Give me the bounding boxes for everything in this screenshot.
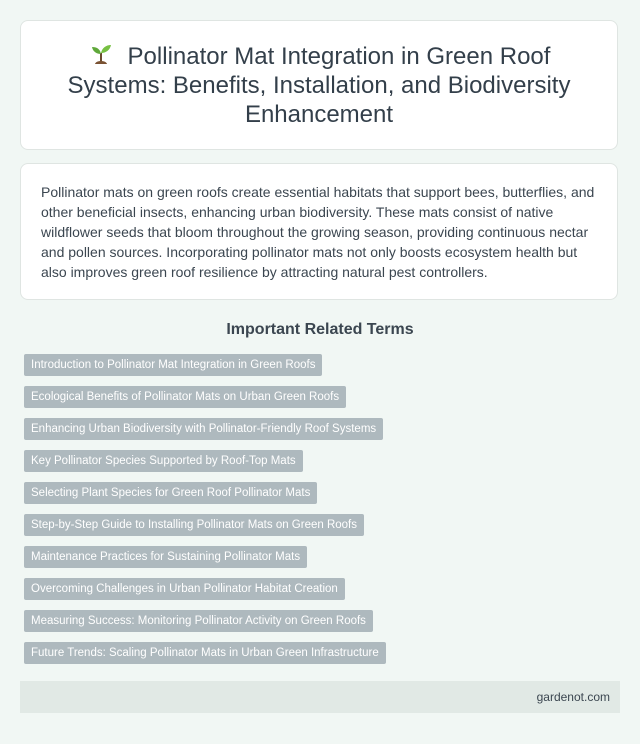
related-term-tag[interactable]: Overcoming Challenges in Urban Pollinator Habitat Creation (24, 578, 345, 600)
related-terms-heading: Important Related Terms (226, 321, 414, 338)
title-card (20, 20, 618, 150)
related-term-tag[interactable]: Introduction to Pollinator Mat Integration in Green Roofs (24, 354, 322, 376)
related-term-tag[interactable]: Measuring Success: Monitoring Pollinator Activity on Green Roofs (24, 610, 373, 632)
footer (20, 681, 620, 713)
related-term-tag[interactable]: Enhancing Urban Biodiversity with Pollinator-Friendly Roof Systems (24, 418, 383, 440)
page-title (45, 42, 593, 129)
intro-card (20, 163, 618, 300)
related-term-tag[interactable]: Ecological Benefits of Pollinator Mats on Urban Green Roofs (24, 386, 346, 408)
related-term-tag[interactable]: Selecting Plant Species for Green Roof Pollinator Mats (24, 482, 317, 504)
related-terms-list (24, 354, 616, 674)
related-term-tag[interactable]: Maintenance Practices for Sustaining Pollinator Mats (24, 546, 307, 568)
page-title-text: Pollinator Mat Integration in Green Roof Systems: Benefits, Installation, and Biodiversity Enhancement (67, 42, 571, 128)
footer-site-name[interactable]: gardenot.com (536, 690, 610, 704)
related-term-tag[interactable]: Key Pollinator Species Supported by Roof-Top Mats (24, 450, 303, 472)
related-term-tag[interactable]: Step-by-Step Guide to Installing Pollinator Mats on Green Roofs (24, 514, 364, 536)
related-term-tag[interactable]: Future Trends: Scaling Pollinator Mats in Urban Green Infrastructure (24, 642, 386, 664)
intro-paragraph: Pollinator mats on green roofs create essential habitats that support bees, butterflies, and other beneficial insects, enhancing urban biodiversity. These mats consist of native wildflower seeds that bloom throughout the growing season, providing continuous nectar and pollen sources. Incorporating pollinator mats not only boosts ecosystem health but also improves green roof resilience by attracting natural pest controllers. (41, 184, 595, 280)
seedling-icon (88, 42, 114, 66)
